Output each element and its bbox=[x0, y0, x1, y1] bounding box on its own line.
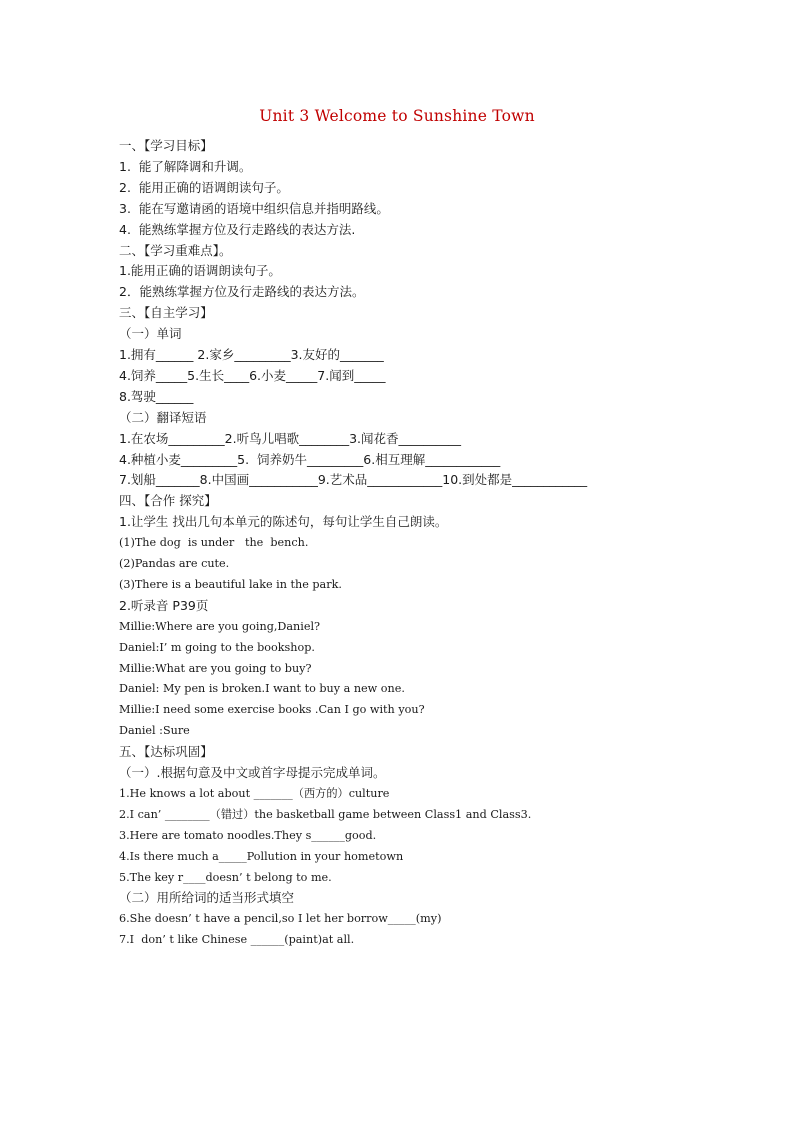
worksheet-line: 2.I can’ ________（错过）the basketball game between Class1 and Class3. bbox=[119, 807, 532, 821]
worksheet-line: 2.听录音 P39页 bbox=[119, 597, 209, 613]
worksheet-line: 4.饲养_____5.生长____6.小麦_____7.闻到_____ bbox=[119, 367, 386, 383]
worksheet-line: 5.The key r____doesn’ t belong to me. bbox=[119, 870, 332, 884]
page-title: Unit 3 Welcome to Sunshine Town bbox=[259, 107, 535, 125]
worksheet-line: 4.Is there much a_____Pollution in your hometown bbox=[119, 849, 404, 863]
worksheet-line: Millie:I need some exercise books .Can I go with you? bbox=[119, 703, 425, 717]
worksheet-line: 8.驾驶______ bbox=[119, 388, 194, 404]
worksheet-line: 3. 能在写邀请函的语境中组织信息并指明路线。 bbox=[119, 200, 389, 216]
worksheet-line: 一、【学习目标】 bbox=[119, 138, 213, 153]
worksheet-line: 1.让学生 找出几句本单元的陈述句，每句让学生自己朗读。 bbox=[119, 514, 448, 530]
worksheet-line: 1.在农场_________2.听鸟儿唱歌________3.闻花香__________ bbox=[119, 430, 462, 446]
worksheet-line: 4.种植小麦_________5. 饲养奶牛_________6.相互理解____________ bbox=[119, 451, 501, 467]
worksheet-line: （二）用所给词的适当形式填空 bbox=[119, 890, 295, 906]
worksheet-line: 2．能熟练掌握方位及行走路线的表达方法。 bbox=[119, 284, 365, 300]
worksheet-line: 6.She doesn’ t have a pencil,so I let her borrow_____(my) bbox=[119, 912, 442, 926]
worksheet-line: 7.划船_______8.中国画___________9.艺术品____________10.到处都是____________ bbox=[119, 472, 588, 488]
worksheet-line: Millie:Where are you going,Daniel? bbox=[119, 619, 321, 633]
worksheet-line: 3.Here are tomato noodles.They s______good. bbox=[119, 828, 377, 842]
worksheet-line: （一）单词 bbox=[119, 326, 182, 342]
worksheet-line: （一）.根据句意及中文或首字母提示完成单词。 bbox=[119, 765, 386, 780]
worksheet-line: 五、【达标巩固】 bbox=[119, 744, 213, 760]
worksheet-line: （二）翻译短语 bbox=[119, 409, 207, 425]
worksheet-line: 二、【学习重难点】。 bbox=[119, 242, 232, 258]
worksheet-line: Millie:What are you going to buy? bbox=[119, 661, 312, 675]
worksheet-line: 2. 能用正确的语调朗读句子。 bbox=[119, 179, 289, 195]
worksheet-line: 1.He knows a lot about _______（西方的）culture bbox=[119, 786, 390, 800]
worksheet-line: Daniel:I’ m going to the bookshop. bbox=[119, 640, 315, 654]
worksheet-line: 7.I don’ t like Chinese ______(paint)at all. bbox=[119, 933, 355, 947]
worksheet-line: 4. 能熟练掌握方位及行走路线的表达方法. bbox=[119, 221, 356, 237]
worksheet-line: (1)The dog is under the bench. bbox=[119, 536, 309, 550]
worksheet-line: Daniel :Sure bbox=[119, 724, 190, 738]
worksheet-line: Daniel: My pen is broken.I want to buy a new one. bbox=[119, 682, 405, 696]
worksheet-line: 1. 能了解降调和升调。 bbox=[119, 158, 252, 174]
worksheet-line: (2)Pandas are cute. bbox=[119, 557, 230, 570]
worksheet-line: (3)There is a beautiful lake in the park. bbox=[119, 577, 342, 591]
worksheet-line: 1.能用正确的语调朗读句子。 bbox=[119, 263, 281, 279]
worksheet-line: 四、【合作 探究】 bbox=[119, 493, 217, 509]
worksheet-line: 三、【自主学习】 bbox=[119, 305, 213, 321]
worksheet-line: 1.拥有______ 2.家乡_________3.友好的_______ bbox=[119, 347, 384, 362]
